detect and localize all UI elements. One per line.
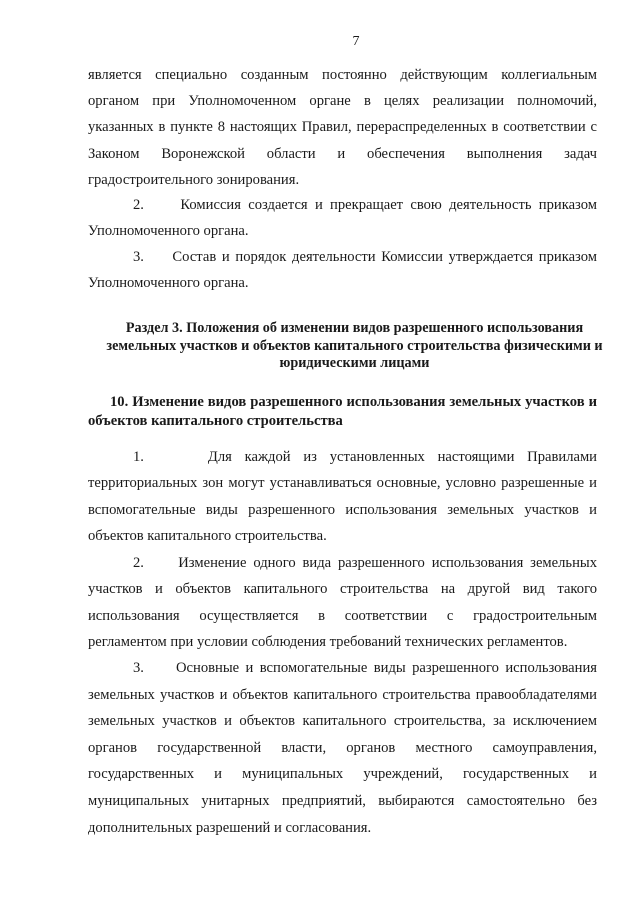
paragraph-zone-use-types: 1. Для каждой из установленных настоящими Правилами территориальных зон могут устанавливаться основные, условно разрешенные и вспомогательные виды разрешенного использования земельных участков и объектов капитального строительства. bbox=[88, 449, 597, 545]
page-number: 7 bbox=[352, 34, 360, 49]
paragraph-commission-definition: является специально созданным постоянно действующим коллегиальным органом при Уполномоченном органе в целях реализации полномочий, указанных в пункте 8 настоящих Правил, перераспределенных в соответствии с Законом Воронежской области и обеспечения выполнения задач градостроительного зонирования. bbox=[88, 67, 597, 188]
paragraph-commission-composition: 3. Состав и порядок деятельности Комиссии утверждается приказом Уполномоченного органа. bbox=[88, 249, 597, 292]
article-heading: 10. Изменение видов разрешенного использования земельных участков и объектов капитального строительства bbox=[88, 394, 597, 429]
paragraph-commission-creation: 2. Комиссия создается и прекращает свою деятельность приказом Уполномоченного органа. bbox=[88, 197, 597, 240]
section-heading: Раздел 3. Положения об изменении видов разрешенного использования земельных участков и объектов капитального строительства физическими и юридическими лицами bbox=[106, 320, 603, 371]
paragraph-use-selection: 3. Основные и вспомогательные виды разрешенного использования земельных участков и объектов капитального строительства правообладателями земельных участков и объектов капитального строительства, за исключением органов государственной власти, органов местного самоуправления, государственных и муниципальных учреждений, государственных и муниципальных унитарных предприятий, выбираются самостоятельно без дополнительных разрешений и согласования. bbox=[88, 660, 597, 836]
paragraph-use-change: 2. Изменение одного вида разрешенного использования земельных участков и объектов капитального строительства на другой вид такого использования осуществляется в соответствии с градостроительным регламентом при условии соблюдения требований технических регламентов. bbox=[88, 555, 597, 651]
